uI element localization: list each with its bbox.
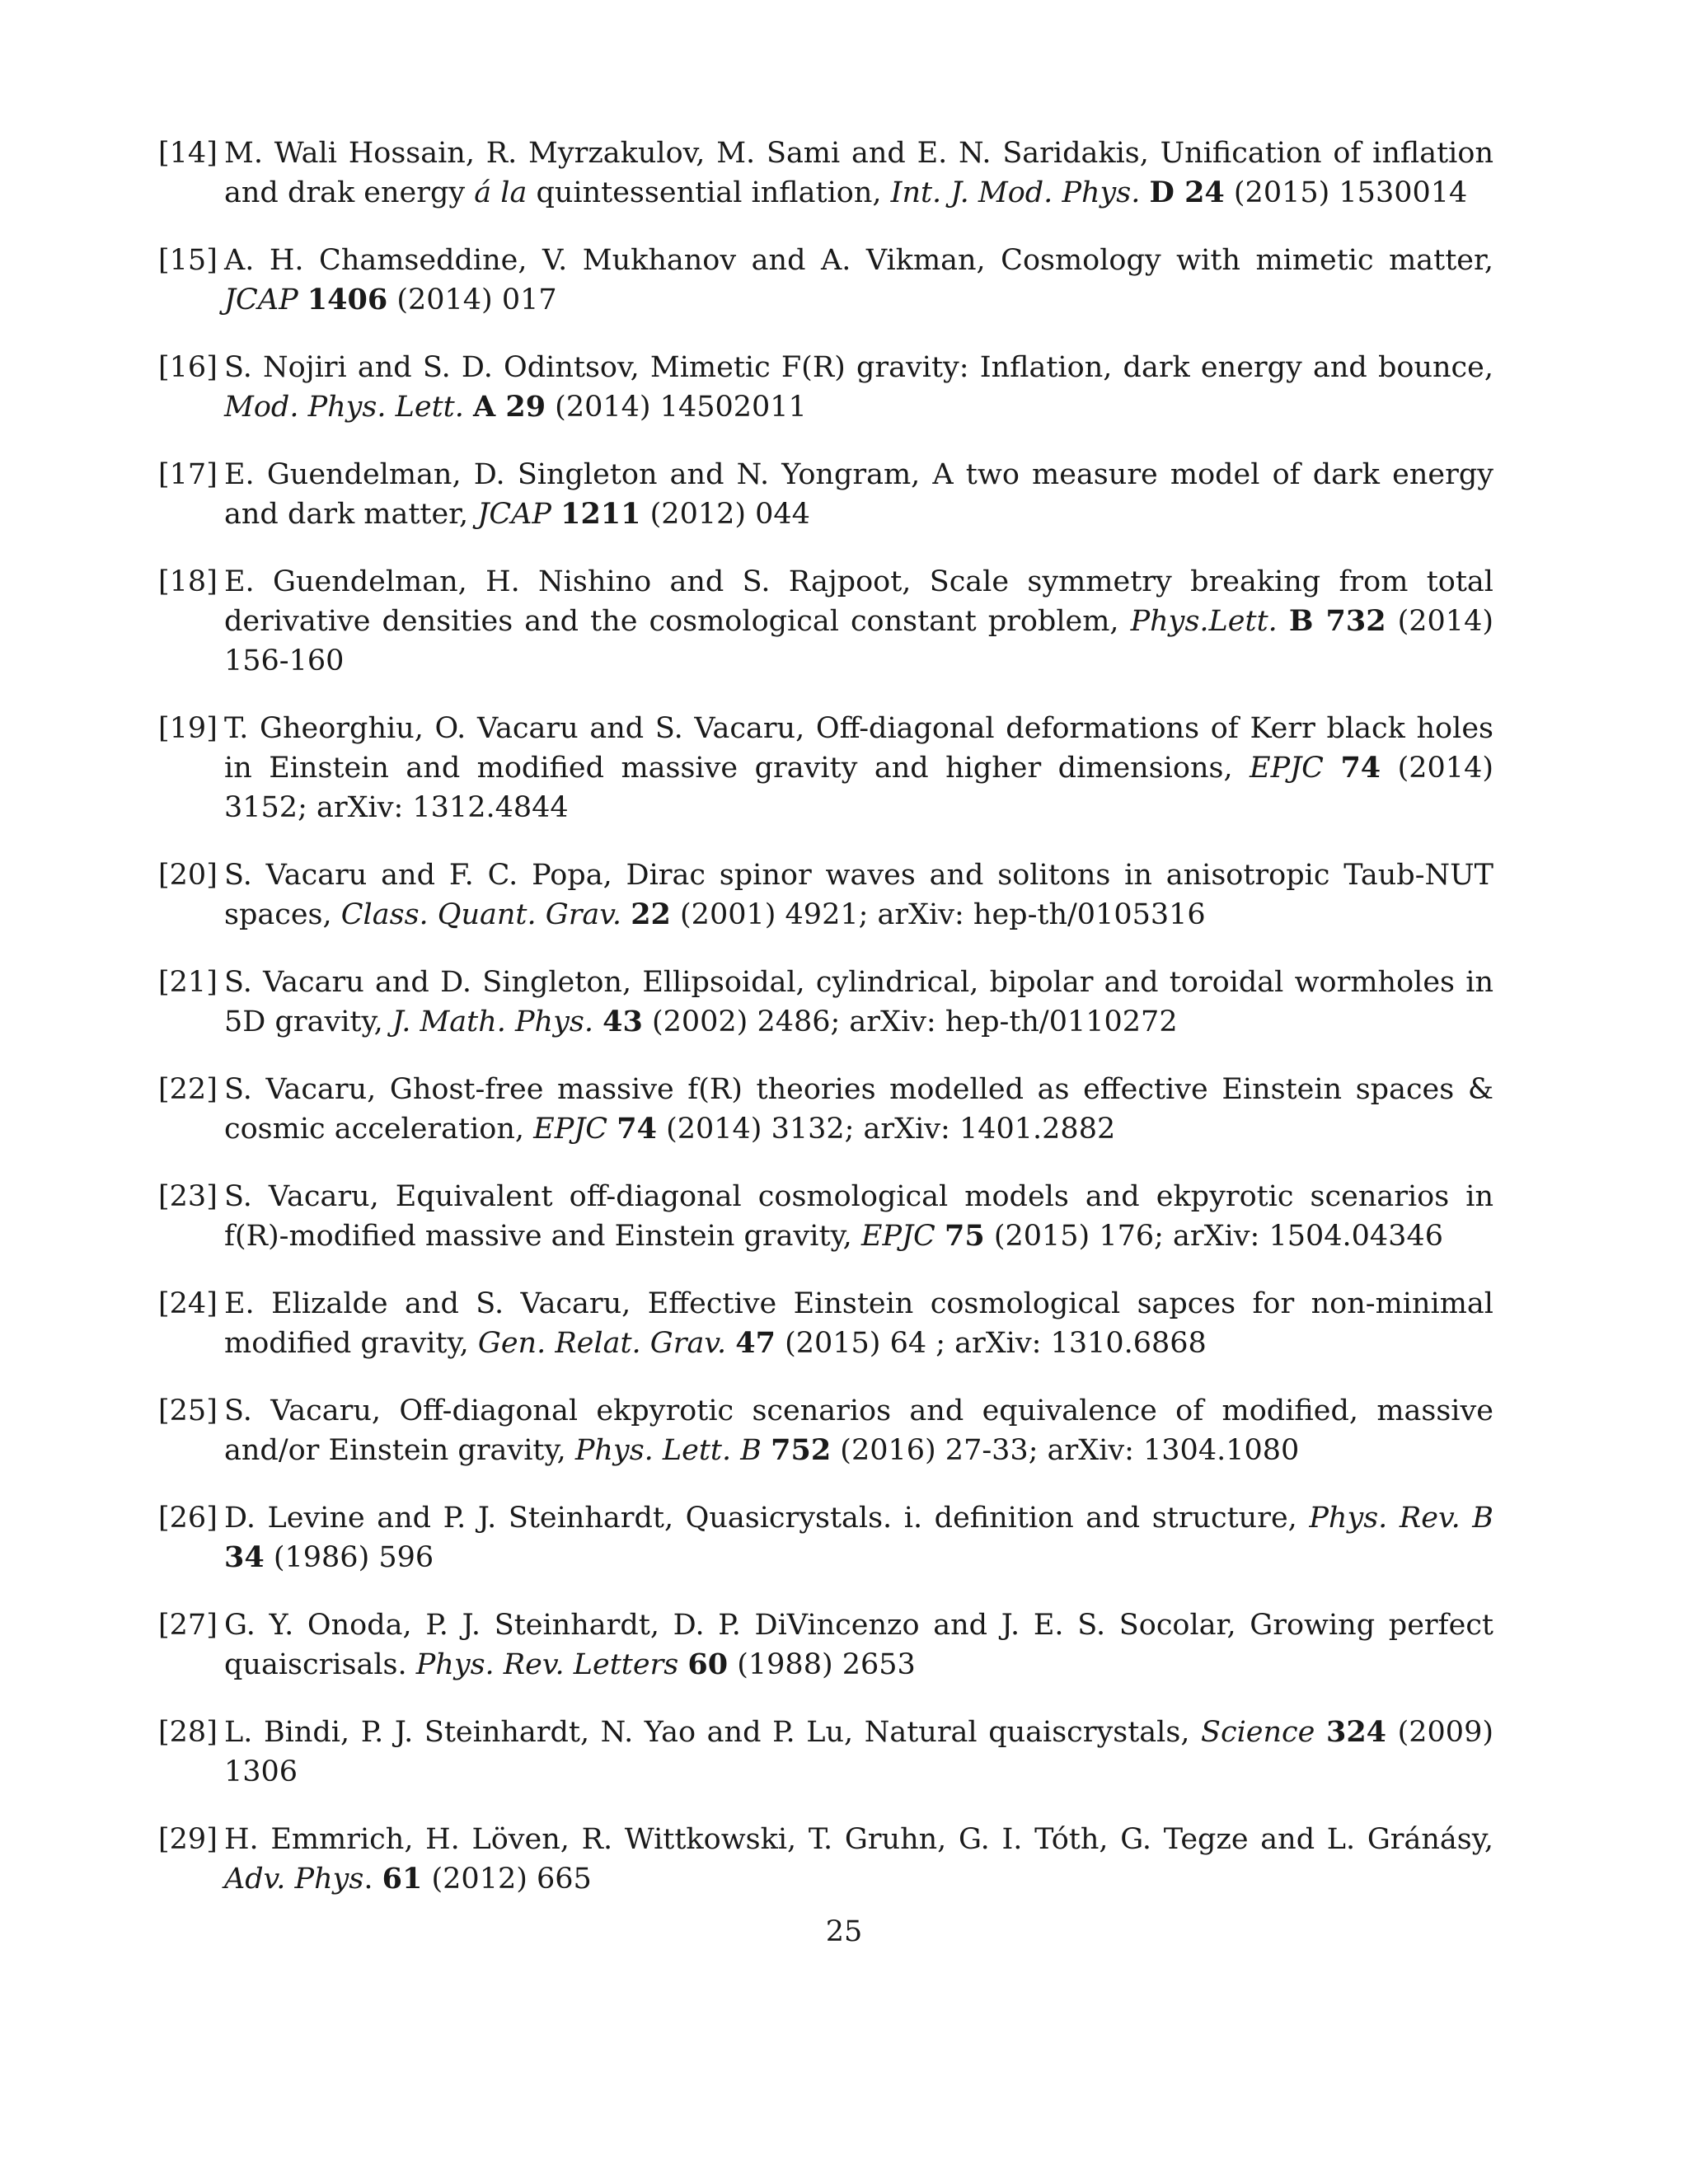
page-number: 25 xyxy=(825,1915,863,1948)
reference-number: [22] xyxy=(158,1073,218,1106)
volume-number: 60 xyxy=(687,1647,729,1681)
reference-segment xyxy=(621,898,631,931)
reference-segment xyxy=(298,284,307,316)
reference-item xyxy=(158,455,1493,534)
reference-item xyxy=(158,348,1493,427)
reference-number: [26] xyxy=(158,1502,218,1535)
reference-segment: S. Vacaru, Ghost-free massive f(R) theories modelled as effective Einstein spaces & cosmic acceleration, xyxy=(224,1073,1493,1146)
reference-text xyxy=(224,966,1493,1038)
reference-segment: D. Levine and P. J. Steinhardt, Quasicrystals. i. definition and structure, xyxy=(224,1502,1310,1535)
volume-number: 752 xyxy=(771,1433,832,1467)
volume-number: 22 xyxy=(631,898,671,931)
volume-number: 74 xyxy=(617,1112,657,1146)
reference-segment xyxy=(935,1220,945,1253)
reference-number: [27] xyxy=(158,1609,218,1642)
reference-segment: H. Emmrich, H. Löven, R. Wittkowski, T. Gruhn, G. I. Tóth, G. Tegze and L. Gránásy, xyxy=(224,1823,1493,1856)
reference-segment: (2012) 044 xyxy=(640,498,810,531)
volume-number: 1211 xyxy=(560,497,641,531)
volume-number: 47 xyxy=(735,1326,776,1360)
reference-segment xyxy=(726,1327,735,1360)
volume-number: 34 xyxy=(224,1540,265,1574)
reference-segment: (2016) 27-33; arXiv: 1304.1080 xyxy=(831,1434,1300,1467)
reference-segment: E. Guendelman, H. Nishino and S. Rajpoot, Scale symmetry breaking from total derivative densities and the cosmological constant problem, xyxy=(224,565,1493,638)
reference-segment: (2015) 64 ; arXiv: 1310.6868 xyxy=(775,1327,1207,1360)
journal-name: EPJC xyxy=(1250,752,1324,785)
journal-name: á la xyxy=(474,176,528,209)
reference-item xyxy=(158,1498,1493,1577)
journal-name: Adv. Phys xyxy=(224,1863,364,1896)
reference-segment: (2015) 1530014 xyxy=(1224,176,1468,209)
reference-segment xyxy=(1315,1716,1326,1749)
reference-text xyxy=(224,351,1493,424)
reference-item xyxy=(158,134,1493,213)
reference-segment: G. Y. Onoda, P. J. Steinhardt, D. P. DiVincenzo and J. E. S. Socolar, Growing perfect quaiscrisals. xyxy=(224,1609,1493,1681)
reference-segment: S. Vacaru, Off-diagonal ekpyrotic scenarios and equivalence of modified, massive and/or Einstein gravity, xyxy=(224,1394,1493,1467)
reference-number: [16] xyxy=(158,351,218,384)
reference-segment: (2014) 3132; arXiv: 1401.2882 xyxy=(656,1113,1116,1146)
reference-segment xyxy=(678,1648,687,1681)
reference-text xyxy=(224,137,1493,209)
journal-name: Class. Quant. Grav. xyxy=(340,898,622,931)
journal-name: Mod. Phys. Lett. xyxy=(224,391,464,424)
volume-number: 75 xyxy=(944,1219,985,1253)
reference-segment: (2014) 156-160 xyxy=(224,605,1493,677)
reference-number: [23] xyxy=(158,1180,218,1213)
journal-name: J. Math. Phys. xyxy=(392,1005,593,1038)
reference-number: [19] xyxy=(158,712,218,745)
reference-text xyxy=(224,1502,1493,1574)
reference-item xyxy=(158,1391,1493,1470)
reference-number: [15] xyxy=(158,244,218,277)
reference-text xyxy=(224,1609,1493,1681)
journal-name: Science xyxy=(1201,1716,1315,1749)
reference-segment: S. Vacaru and D. Singleton, Ellipsoidal, cylindrical, bipolar and toroidal wormholes in 5D gravity, xyxy=(224,966,1493,1038)
volume-number: 43 xyxy=(603,1005,643,1038)
reference-segment: (2014) 3152; arXiv: 1312.4844 xyxy=(224,752,1493,824)
reference-segment: (2015) 176; arXiv: 1504.04346 xyxy=(984,1220,1443,1253)
reference-item xyxy=(158,1605,1493,1685)
volume-number: 74 xyxy=(1340,751,1381,785)
journal-name: Gen. Relat. Grav. xyxy=(477,1327,727,1360)
reference-number: [17] xyxy=(158,458,218,491)
reference-item xyxy=(158,709,1493,827)
reference-text xyxy=(224,859,1493,931)
journal-name: JCAP xyxy=(224,284,298,316)
reference-segment xyxy=(607,1113,617,1146)
reference-item xyxy=(158,963,1493,1042)
reference-segment: S. Vacaru, Equivalent off-diagonal cosmological models and ekpyrotic scenarios in f(R)-modified massive and Einstein gravity, xyxy=(224,1180,1493,1253)
reference-number: [14] xyxy=(158,137,218,170)
reference-segment: M. Wali Hossain, R. Myrzakulov, M. Sami and E. N. Saridakis, Unification of inflation and drak energy xyxy=(224,137,1493,209)
journal-name: Int. J. Mod. Phys. xyxy=(890,176,1141,209)
reference-text xyxy=(224,1823,1493,1896)
reference-segment xyxy=(1278,605,1289,638)
journal-name: Phys.Lett. xyxy=(1130,605,1278,638)
reference-segment: (1986) 596 xyxy=(264,1541,434,1574)
journal-name: Phys. Lett. B xyxy=(574,1434,762,1467)
reference-item xyxy=(158,1284,1493,1363)
journal-name: JCAP xyxy=(477,498,551,531)
reference-text xyxy=(224,244,1493,316)
reference-segment xyxy=(1140,176,1149,209)
reference-number: [25] xyxy=(158,1394,218,1427)
reference-segment: (2014) 14502011 xyxy=(546,391,807,424)
journal-name: Phys. Rev. B xyxy=(1309,1502,1493,1535)
volume-number: 324 xyxy=(1325,1715,1387,1749)
reference-number: [18] xyxy=(158,565,218,598)
journal-name: Phys. Rev. Letters xyxy=(415,1648,679,1681)
reference-number: [24] xyxy=(158,1287,218,1320)
reference-list xyxy=(158,134,1493,1927)
reference-item xyxy=(158,855,1493,935)
volume-number: 61 xyxy=(382,1862,423,1896)
reference-text xyxy=(224,565,1493,677)
volume-number: 1406 xyxy=(307,283,388,316)
reference-segment: (1988) 2653 xyxy=(728,1648,916,1681)
reference-segment: E. Guendelman, D. Singleton and N. Yongram, A two measure model of dark energy and dark matter, xyxy=(224,458,1493,531)
reference-item xyxy=(158,1070,1493,1149)
reference-number: [21] xyxy=(158,966,218,999)
reference-segment xyxy=(551,498,560,531)
reference-segment: S. Vacaru and F. C. Popa, Dirac spinor waves and solitons in anisotropic Taub-NUT spaces, xyxy=(224,859,1493,931)
journal-name: EPJC xyxy=(533,1113,608,1146)
reference-item xyxy=(158,562,1493,681)
reference-segment xyxy=(1324,752,1340,785)
reference-segment: L. Bindi, P. J. Steinhardt, N. Yao and P. Lu, Natural quaiscrystals, xyxy=(224,1716,1202,1749)
reference-segment: (2001) 4921; arXiv: hep-th/0105316 xyxy=(670,898,1206,931)
volume-number: D 24 xyxy=(1149,176,1225,209)
reference-text xyxy=(224,1073,1493,1146)
reference-segment: quintessential inflation, xyxy=(527,176,891,209)
reference-segment: E. Elizalde and S. Vacaru, Effective Einstein cosmological sapces for non-minimal modified gravity, xyxy=(224,1287,1493,1360)
volume-number: A 29 xyxy=(473,390,546,424)
reference-text xyxy=(224,1394,1493,1467)
reference-text xyxy=(224,712,1493,824)
reference-segment xyxy=(464,391,473,424)
reference-number: [20] xyxy=(158,859,218,892)
reference-segment xyxy=(593,1005,603,1038)
reference-segment: S. Nojiri and S. D. Odintsov, Mimetic F(R) gravity: Inflation, dark energy and bounce, xyxy=(224,351,1493,384)
reference-item xyxy=(158,1713,1493,1792)
reference-text xyxy=(224,1287,1493,1360)
reference-text xyxy=(224,458,1493,531)
reference-segment: (2012) 665 xyxy=(422,1863,592,1896)
reference-number: [29] xyxy=(158,1823,218,1856)
reference-number: [28] xyxy=(158,1716,218,1749)
reference-segment: (2002) 2486; arXiv: hep-th/0110272 xyxy=(642,1005,1178,1038)
reference-segment: (2014) 017 xyxy=(387,284,557,316)
volume-number: B 732 xyxy=(1288,604,1386,638)
reference-segment: (2009) 1306 xyxy=(224,1716,1493,1788)
journal-name: EPJC xyxy=(860,1220,935,1253)
reference-item xyxy=(158,241,1493,320)
reference-segment xyxy=(762,1434,771,1467)
reference-item xyxy=(158,1177,1493,1256)
reference-text xyxy=(224,1716,1493,1788)
reference-segment: . xyxy=(363,1863,382,1896)
reference-item xyxy=(158,1820,1493,1899)
reference-segment: T. Gheorghiu, O. Vacaru and S. Vacaru, Off-diagonal deformations of Kerr black holes in Einstein and modified massive gravity and higher dimensions, xyxy=(224,712,1493,785)
reference-segment: A. H. Chamseddine, V. Mukhanov and A. Vikman, Cosmology with mimetic matter, xyxy=(224,244,1493,277)
reference-text xyxy=(224,1180,1493,1253)
